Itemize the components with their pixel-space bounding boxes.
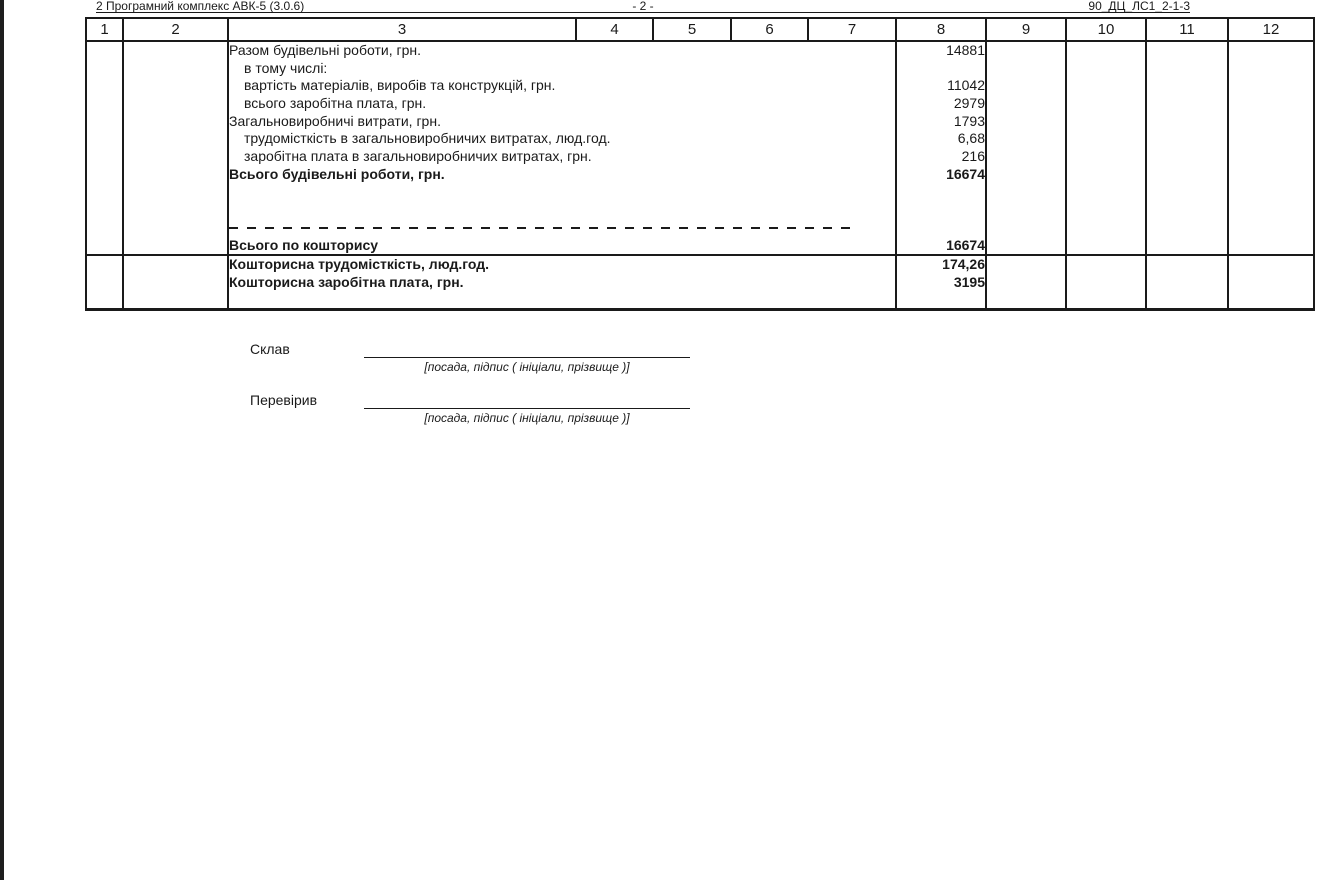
col-header-1: 1 [86, 18, 123, 41]
total-line-label: Всього будівельні роботи, грн. [229, 165, 445, 182]
summary-section-row [86, 255, 1314, 309]
empty-cell-col11 [1146, 41, 1228, 255]
spacer-line [897, 219, 985, 237]
compiled-by-caption: [посада, підпис ( ініціали, прізвище )] [424, 360, 630, 374]
empty-cell-col9 [986, 41, 1066, 255]
document-code: 90_ДЦ_ЛС1_2-1-3 [1088, 0, 1190, 13]
col-header-11: 11 [1146, 18, 1228, 41]
empty-cell-col1 [86, 255, 123, 309]
total-line-label: вартість матеріалів, виробів та конструкцій, грн. [244, 77, 556, 94]
total-line-value: 14881 [946, 42, 985, 58]
empty-cell-col1 [86, 41, 123, 255]
col-header-5: 5 [653, 18, 731, 41]
col-header-3: 3 [228, 18, 576, 41]
col-header-4: 4 [576, 18, 653, 41]
totals-section-row [86, 41, 1314, 255]
summary-labels-cell [228, 255, 896, 309]
totals-labels-cell [228, 41, 896, 255]
app-version-label: 2 Програмний комплекс АВК-5 (3.0.6) [96, 0, 305, 13]
spacer-line [229, 184, 895, 202]
totals-values-cell [896, 41, 986, 255]
spacer-line [897, 201, 985, 219]
total-line-value [897, 60, 985, 78]
summary-values-cell [896, 255, 986, 309]
empty-cell-col12 [1228, 41, 1314, 255]
total-line-value: 6,68 [957, 130, 985, 147]
total-line-label: трудомісткість в загальновиробничих витратах, люд.год. [244, 130, 611, 147]
page-header [96, 0, 1190, 13]
total-line-label: Всього по кошторису [229, 236, 379, 253]
summary-line-value: 3195 [953, 273, 985, 290]
total-line-label: Загальновиробничі витрати, грн. [229, 112, 441, 129]
summary-line-label: Кошторисна трудомісткість, люд.год. [229, 256, 490, 273]
total-line-label: в тому числі: [244, 59, 328, 76]
col-header-6: 6 [731, 18, 808, 41]
total-line-value: 16674 [946, 165, 985, 182]
empty-cell-col2 [123, 255, 228, 309]
checked-by-signature-line [364, 396, 690, 409]
total-line-label: заробітна плата в загальновиробничих витратах, грн. [244, 148, 592, 165]
col-header-10: 10 [1066, 18, 1146, 41]
col-header-2: 2 [123, 18, 228, 41]
page-number: - 2 - [632, 0, 654, 13]
summary-line-value: 174,26 [942, 256, 985, 273]
col-header-9: 9 [986, 18, 1066, 41]
empty-cell-col12 [1228, 255, 1314, 309]
spacer-line [229, 201, 895, 219]
estimate-table [85, 17, 1315, 311]
col-header-7: 7 [808, 18, 896, 41]
total-line-label: всього заробітна плата, грн. [244, 95, 427, 112]
spacer-line [897, 184, 985, 202]
col-header-8: 8 [896, 18, 986, 41]
total-line-label: Разом будівельні роботи, грн. [229, 42, 421, 58]
checked-by-label: Перевірив [250, 392, 318, 408]
total-line-value: 11042 [947, 77, 985, 94]
summary-line-label: Кошторисна заробітна плата, грн. [229, 273, 464, 290]
column-number-row [86, 18, 1314, 41]
empty-cell-col10 [1066, 255, 1146, 309]
checked-by-caption: [посада, підпис ( ініціали, прізвище )] [424, 411, 630, 425]
total-line-value: 2979 [953, 95, 985, 112]
compiled-by-signature-line [364, 345, 690, 358]
empty-cell-col2 [123, 41, 228, 255]
empty-cell-col9 [986, 255, 1066, 309]
compiled-by-label: Склав [250, 341, 290, 357]
empty-cell-col10 [1066, 41, 1146, 255]
empty-cell-col11 [1146, 255, 1228, 309]
total-line-value: 216 [961, 148, 985, 165]
total-line-value: 16674 [946, 236, 985, 253]
total-line-value: 1793 [953, 112, 985, 129]
col-header-12: 12 [1228, 18, 1314, 41]
dashed-separator [229, 227, 854, 229]
scan-edge-artifact [0, 0, 4, 880]
dashed-separator-row [229, 219, 895, 237]
